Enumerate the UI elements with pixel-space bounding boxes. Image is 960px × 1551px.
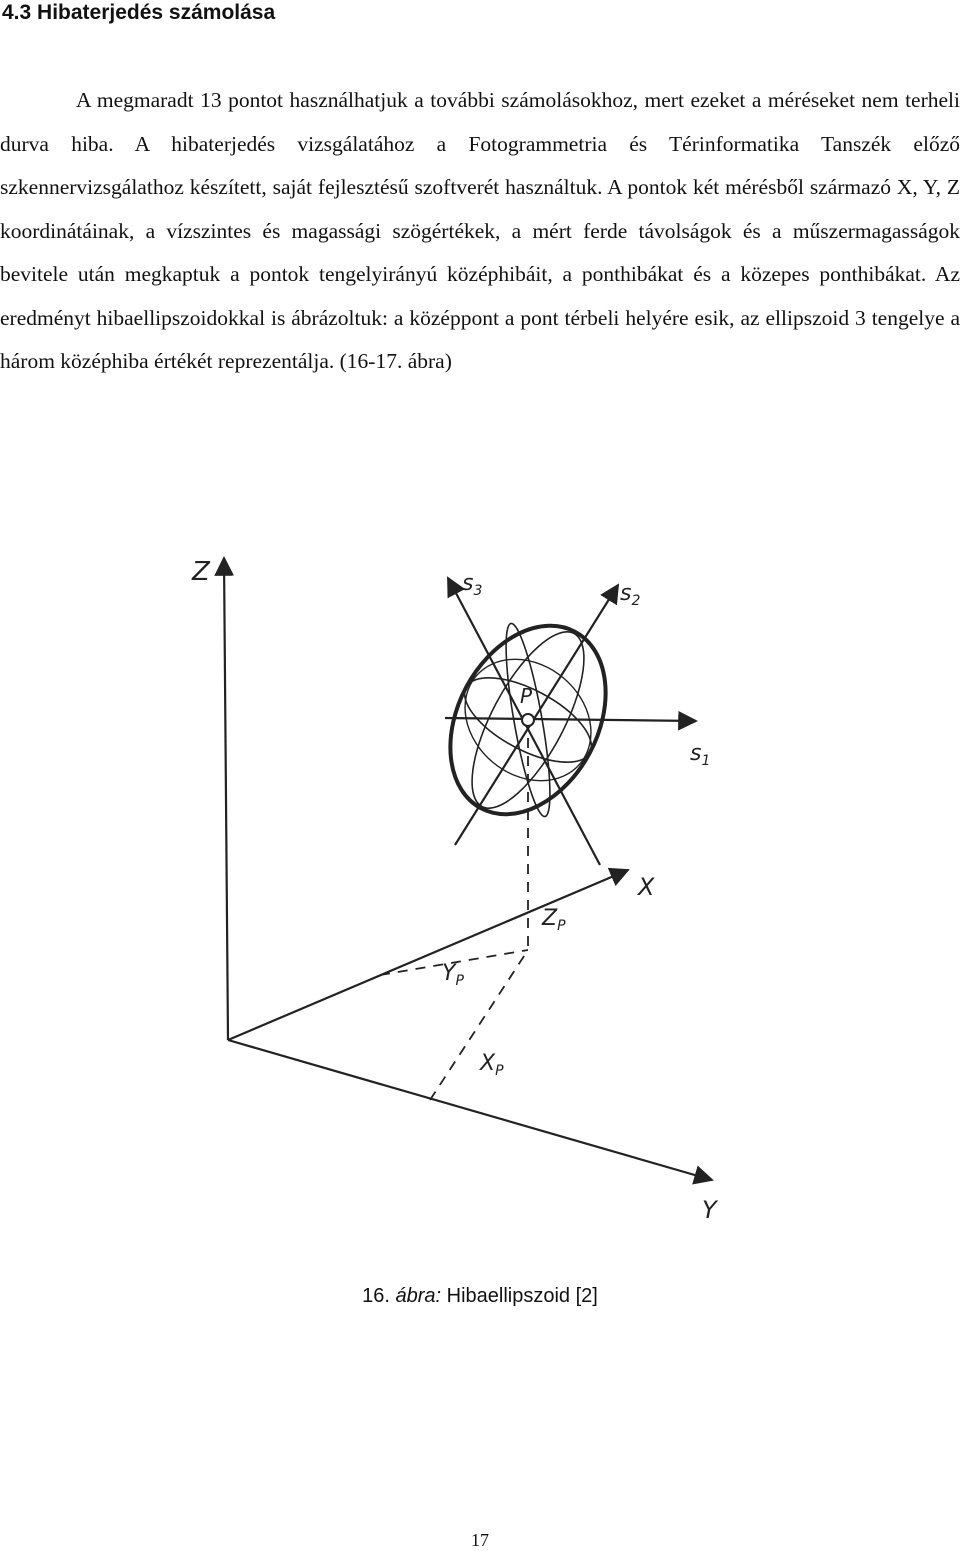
s1-axis xyxy=(445,718,696,721)
page-number: 17 xyxy=(471,1530,489,1550)
figure-caption xyxy=(0,1285,960,1308)
caption-title: Hibaellipszoid [2] xyxy=(446,1285,598,1307)
s3-label: $s_3$ xyxy=(462,571,483,599)
s1-label: $s_1$ xyxy=(690,741,711,769)
p-label: P xyxy=(520,684,533,708)
zp-label: $Z_P$ xyxy=(542,906,566,934)
error-ellipsoid-figure xyxy=(0,540,960,1240)
error-ellipsoid-diagram xyxy=(0,540,960,1240)
z-axis xyxy=(224,558,228,1040)
y-axis-label: Y xyxy=(702,1196,717,1224)
body-paragraph: A megmaradt 13 pontot használhatjuk a további számolásokhoz, mert ezeket a méréseket nem terheli durva hiba. A hibaterjedés vizsgálatához a Fotogrammetria és Térinformatika Tanszék előző szkennervizsgálathoz készített, saját fejlesztésű szoftverét használtuk. A pontok két mérésből származó X, Y, Z koordinátáinak, a vízszintes és magassági szögértékek, a mért ferde távolságok és a műszermagasságok bevitele után megkaptuk a pontok tengelyirányú középhibáit, a ponthibákat és a közepes ponthibákat. Az eredményt hibaellipszoidokkal is ábrázoltuk: a középpont a pont térbeli helyére esik, az ellipszoid 3 tengelye a három középhiba értékét reprezentálja. (16-17. ábra) xyxy=(0,88,960,373)
point-p-marker xyxy=(522,714,534,726)
xp-label: $X_P$ xyxy=(480,1051,504,1079)
y-axis xyxy=(228,1040,712,1180)
caption-number: 16. xyxy=(362,1285,390,1307)
section-heading: 4.3 Hibaterjedés számolása xyxy=(2,1,276,24)
yp-label: $Y_P$ xyxy=(442,961,464,989)
caption-ref: ábra: xyxy=(395,1285,442,1307)
x-axis xyxy=(228,870,628,1040)
x-axis-label: X xyxy=(638,873,655,901)
s2-label: $s_2$ xyxy=(620,581,641,609)
z-axis-label: Z xyxy=(192,557,210,587)
